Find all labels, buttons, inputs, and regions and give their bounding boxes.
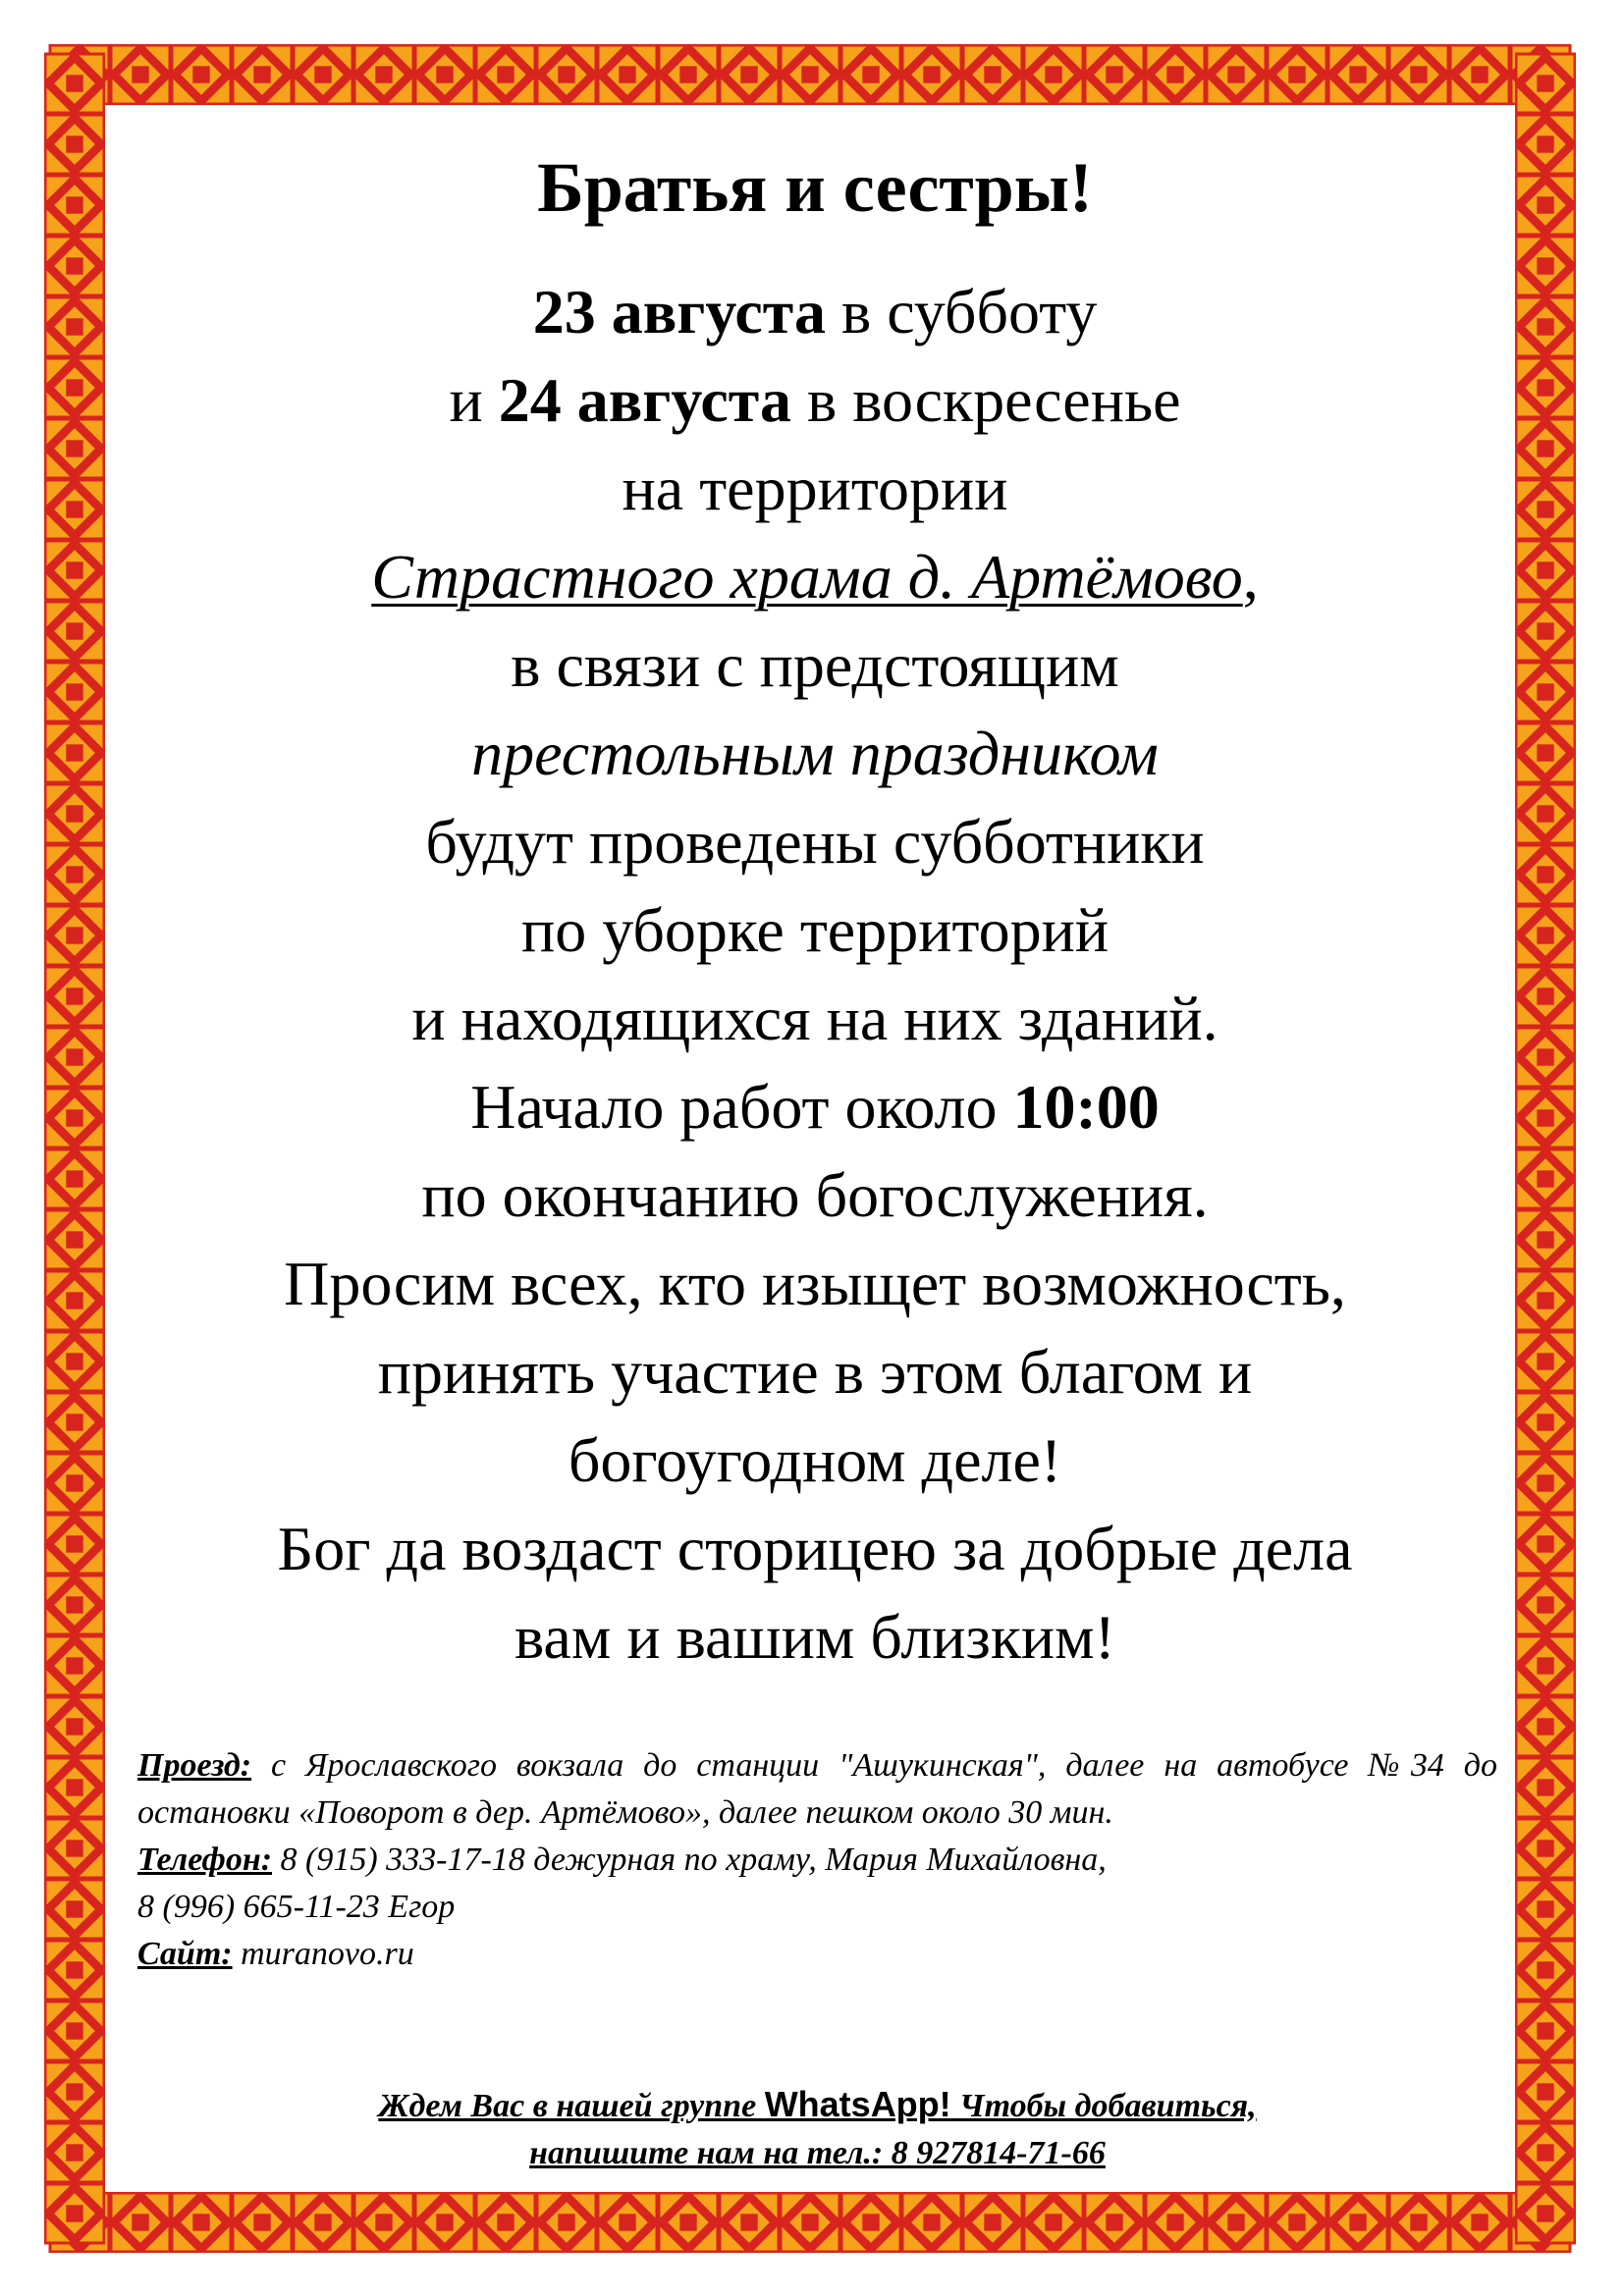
knot-tile [1515, 1514, 1576, 1575]
announcement-line [147, 356, 1483, 445]
knot-tile [1515, 1575, 1576, 1635]
knot-tile [44, 1392, 105, 1453]
line-segment: , [1242, 541, 1259, 612]
knot-tile [1515, 1027, 1576, 1088]
knot-tile [1515, 357, 1576, 418]
knot-tile [44, 1331, 105, 1392]
knot-tile [171, 2192, 232, 2253]
knot-tile [44, 53, 105, 114]
invite-part2: Чтобы добавиться, [950, 2088, 1257, 2124]
line-segment: в связи с предстоящим [511, 629, 1119, 700]
knot-tile [1515, 2001, 1576, 2061]
knot-tile [1515, 1088, 1576, 1148]
whatsapp-invite [137, 2081, 1497, 2177]
knot-tile [1515, 236, 1576, 296]
announcement-line [147, 798, 1483, 886]
knot-tile [44, 114, 105, 175]
knot-tile [1515, 418, 1576, 479]
announcement-line [147, 1505, 1483, 1593]
line-segment: будут проведены субботники [425, 806, 1205, 877]
knot-tile [1515, 1453, 1576, 1514]
knot-tile [1327, 44, 1388, 105]
knot-tile [44, 296, 105, 357]
knot-tile [1515, 601, 1576, 662]
knot-tile [44, 1940, 105, 2001]
knot-tile [840, 2192, 901, 2253]
knot-tile [171, 44, 232, 105]
knot-tile [1515, 1148, 1576, 1209]
knot-tile [1515, 1696, 1576, 1757]
knot-tile [44, 722, 105, 783]
announcement-line [147, 1593, 1483, 1682]
knot-tile [1515, 662, 1576, 722]
line-segment: в субботу [825, 276, 1098, 347]
knot-tile [1023, 44, 1084, 105]
line-segment: в воскресенье [791, 364, 1181, 435]
knot-tile [44, 1027, 105, 1088]
knot-tile [1515, 966, 1576, 1027]
announcement-line [147, 975, 1483, 1063]
knot-tile [901, 44, 962, 105]
knot-tile [1515, 1879, 1576, 1940]
knot-tile [110, 44, 171, 105]
border-bottom [44, 2192, 1576, 2253]
announcement [147, 147, 1483, 1682]
knot-tile [44, 1696, 105, 1757]
line-segment: по уборке территорий [520, 894, 1110, 965]
knot-tile [1515, 175, 1576, 236]
knot-tile [44, 966, 105, 1027]
knot-tile [475, 44, 536, 105]
knot-tile [44, 2122, 105, 2183]
knot-tile [44, 1453, 105, 1514]
knot-tile [1515, 1940, 1576, 2001]
knot-tile [1515, 114, 1576, 175]
knot-tile [780, 2192, 840, 2253]
line-segment: и [449, 364, 499, 435]
site-link[interactable]: muranovo.ru [232, 1936, 414, 1972]
line-segment: 24 августа [498, 364, 791, 435]
knot-tile [1327, 2192, 1388, 2253]
knot-tile [1515, 1331, 1576, 1392]
line-segment: Страстного храма д. Артёмово [371, 541, 1243, 612]
knot-tile [597, 2192, 658, 2253]
knot-tile [44, 1514, 105, 1575]
knot-tile [1515, 2061, 1576, 2122]
line-segment: Начало работ около [470, 1071, 1013, 1142]
knot-tile [1515, 540, 1576, 601]
line-segment: 23 августа [532, 276, 826, 347]
border-left [44, 44, 105, 2253]
knot-tile [44, 1635, 105, 1696]
knot-tile [536, 44, 597, 105]
knot-tile [1084, 44, 1145, 105]
line-segment: на территории [622, 453, 1008, 523]
knot-tile [840, 44, 901, 105]
knot-tile [44, 175, 105, 236]
knot-tile [44, 2061, 105, 2122]
knot-pattern-right [1515, 44, 1576, 2253]
knot-tile [658, 44, 719, 105]
knot-tile [44, 1879, 105, 1940]
knot-tile [536, 2192, 597, 2253]
knot-tile [414, 2192, 475, 2253]
knot-tile [232, 44, 293, 105]
line-segment: богоугодном деле! [568, 1424, 1062, 1495]
knot-tile [1515, 1635, 1576, 1696]
border-right [1515, 44, 1576, 2253]
line-segment: престольным праздником [471, 718, 1159, 788]
knot-tile [44, 418, 105, 479]
knot-tile [44, 601, 105, 662]
knot-tile [1449, 2192, 1510, 2253]
knot-tile [1515, 1757, 1576, 1818]
knot-pattern-top [44, 44, 1576, 105]
knot-tile [44, 2001, 105, 2061]
announcement-line [147, 886, 1483, 975]
knot-pattern-bottom [44, 2192, 1576, 2253]
announcement-line [147, 1240, 1483, 1328]
knot-tile [44, 1757, 105, 1818]
announcement-line [147, 1151, 1483, 1240]
announcement-line [147, 1063, 1483, 1151]
knot-tile [658, 2192, 719, 2253]
line-segment: по окончанию богослужения. [421, 1159, 1209, 1230]
invite-phone-line: напишите нам на тел.: 8 927814-71-66 [529, 2135, 1106, 2171]
knot-tile [293, 2192, 353, 2253]
knot-tile [44, 1209, 105, 1270]
knot-tile [44, 479, 105, 540]
knot-tile [1023, 2192, 1084, 2253]
knot-tile [1206, 44, 1267, 105]
knot-tile [1515, 296, 1576, 357]
line-segment: 10:00 [1012, 1071, 1160, 1142]
knot-tile [719, 2192, 780, 2253]
knot-tile [110, 2192, 171, 2253]
knot-tile [962, 2192, 1023, 2253]
knot-tile [353, 44, 414, 105]
knot-tile [1515, 1818, 1576, 1879]
knot-tile [44, 2183, 105, 2244]
knot-tile [44, 1575, 105, 1635]
knot-tile [719, 44, 780, 105]
contact-info [137, 1742, 1497, 1978]
knot-tile [1084, 2192, 1145, 2253]
knot-tile [597, 44, 658, 105]
headline: Братья и сестры! [537, 148, 1093, 227]
knot-tile [475, 2192, 536, 2253]
line-segment: принять участие в этом благом и [377, 1336, 1253, 1407]
phone-paragraph [137, 1837, 1497, 1931]
knot-tile [414, 44, 475, 105]
phone-text-2: 8 (996) 665-11-23 Егор [137, 1889, 456, 1925]
site-label: Сайт: [137, 1936, 233, 1972]
announcement-line [147, 1416, 1483, 1505]
knot-tile [780, 44, 840, 105]
whatsapp-label: WhatsApp! [764, 2084, 951, 2124]
knot-tile [44, 540, 105, 601]
line-segment: вам и вашим близким! [514, 1601, 1115, 1672]
knot-tile [1267, 2192, 1327, 2253]
knot-tile [353, 2192, 414, 2253]
invite-part1: Ждем Вас в нашей группе [378, 2088, 765, 2124]
announcement-line [147, 710, 1483, 798]
knot-tile [1145, 2192, 1206, 2253]
knot-tile [44, 1088, 105, 1148]
phone-text-1: 8 (915) 333-17-18 дежурная по храму, Мария Михайловна, [272, 1842, 1107, 1878]
knot-tile [1515, 783, 1576, 844]
knot-tile [1515, 2122, 1576, 2183]
border-top [44, 44, 1576, 105]
announcement-line [147, 533, 1483, 621]
knot-tile [44, 1270, 105, 1331]
announcement-line [147, 268, 1483, 356]
knot-tile [1515, 53, 1576, 114]
knot-tile [901, 2192, 962, 2253]
knot-tile [1515, 479, 1576, 540]
knot-tile [1515, 905, 1576, 966]
knot-tile [1145, 44, 1206, 105]
announcement-line [147, 1328, 1483, 1416]
knot-tile [1515, 722, 1576, 783]
knot-tile [1515, 1209, 1576, 1270]
knot-tile [1206, 2192, 1267, 2253]
knot-tile [44, 783, 105, 844]
line-segment: Просим всех, кто изыщет возможность, [284, 1248, 1346, 1318]
knot-pattern-left [44, 44, 105, 2253]
knot-tile [44, 905, 105, 966]
knot-tile [1515, 844, 1576, 905]
site-paragraph [137, 1931, 1497, 1978]
knot-tile [1515, 1392, 1576, 1453]
knot-tile [44, 662, 105, 722]
route-label: Проезд: [137, 1747, 252, 1784]
knot-tile [44, 1818, 105, 1879]
announcement-body [147, 268, 1483, 1682]
knot-tile [1515, 1270, 1576, 1331]
knot-tile [44, 357, 105, 418]
knot-tile [44, 844, 105, 905]
line-segment: и находящихся на них зданий. [411, 983, 1218, 1053]
phone-label: Телефон: [137, 1842, 273, 1878]
knot-tile [1388, 2192, 1449, 2253]
route-paragraph [137, 1742, 1497, 1837]
knot-tile [44, 1148, 105, 1209]
line-segment: Бог да воздаст сторицею за добрые дела [277, 1513, 1353, 1583]
knot-tile [232, 2192, 293, 2253]
knot-tile [962, 44, 1023, 105]
knot-tile [293, 44, 353, 105]
knot-tile [1267, 44, 1327, 105]
knot-tile [1515, 2183, 1576, 2244]
knot-tile [1388, 44, 1449, 105]
knot-tile [1449, 44, 1510, 105]
announcement-line [147, 445, 1483, 533]
announcement-line [147, 621, 1483, 710]
route-text: с Ярославского вокзала до станции "Ашукинская", далее на автобусе №34 до остановки «Поворот в дер. Артёмово», далее пешком около 30 мин. [137, 1747, 1497, 1831]
knot-tile [44, 236, 105, 296]
